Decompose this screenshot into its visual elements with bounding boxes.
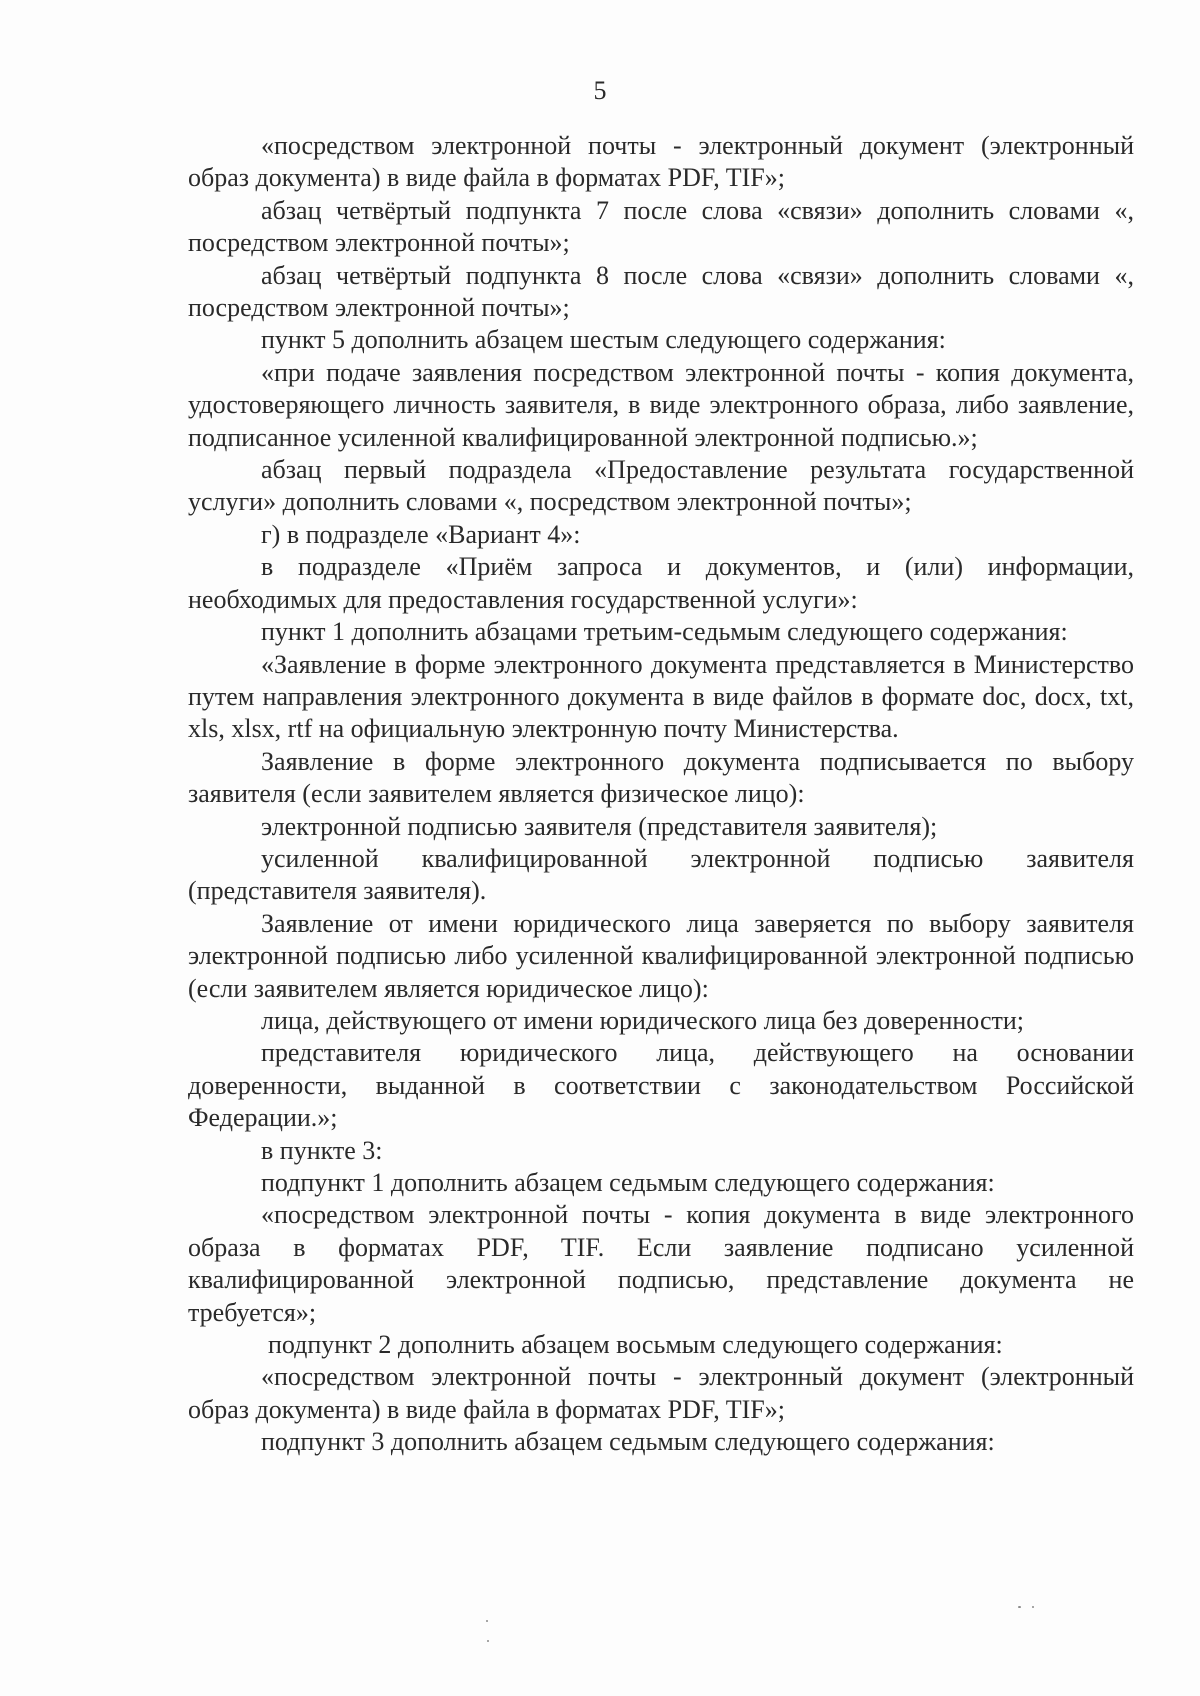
paragraph: «посредством электронной почты - копия документа в виде электронного образа в форматах PDF, TIF. Если заявление подписано усиленной квалифицированной электронной подписью, представление документа не требуется»;	[188, 1200, 1134, 1327]
paragraph: абзац первый подраздела «Предоставление результата государственной услуги» дополнить словами «, посредством электронной почты»;	[188, 455, 1134, 517]
paragraph: «Заявление в форме электронного документа представляется в Министерство путем направления электронного документа в виде файлов в формате doc, docx, txt, xls, xlsx, rtf на официальную электронную почту Министерства.	[188, 649, 1134, 744]
paragraph: пункт 5 дополнить абзацем шестым следующего содержания:	[261, 325, 946, 355]
paragraph: абзац четвёртый подпункта 7 после слова «связи» дополнить словами «, посредством электронной почты»;	[188, 195, 1134, 258]
paragraph: подпункт 2 дополнить абзацем восьмым следующего содержания:	[268, 1330, 1003, 1360]
paragraph: «при подаче заявления посредством электронной почты - копия документа, удостоверяющего личность заявителя, в виде электронного образа, либо заявление, подписанное усиленной квалифицированной электронной подписью.»;	[188, 357, 1134, 452]
scan-speck	[487, 1640, 489, 1642]
scan-speck	[486, 1620, 488, 1622]
paragraph: «посредством электронной почты - электронный документ (электронный образ документа) в виде файла в форматах PDF, TIF»;	[188, 1362, 1134, 1424]
paragraph: абзац четвёртый подпункта 8 после слова «связи» дополнить словами «, посредством электронной почты»;	[188, 260, 1134, 323]
paragraph: Заявление в форме электронного документа подписывается по выбору заявителя (если заявителем является физическое лицо):	[188, 746, 1134, 809]
page-number: 5	[593, 76, 607, 105]
paragraph: в подразделе «Приём запроса и документов, и (или) информации, необходимых для предоставления государственной услуги»:	[188, 552, 1134, 614]
paragraph: подпункт 3 дополнить абзацем седьмым следующего содержания:	[261, 1427, 995, 1457]
paragraph: Заявление от имени юридического лица заверяется по выбору заявителя электронной подписью либо усиленной квалифицированной электронной подписью (если заявителем является юридическое лицо):	[188, 908, 1134, 1003]
paragraph: «посредством электронной почты - электронный документ (электронный образ документа) в виде файла в форматах PDF, TIF»;	[188, 131, 1134, 193]
paragraph: лица, действующего от имени юридического лица без доверенности;	[261, 1005, 1024, 1035]
paragraph: г) в подразделе «Вариант 4»:	[261, 519, 581, 549]
scan-speck	[1018, 1606, 1021, 1608]
paragraph: усиленной квалифицированной электронной подписью заявителя (представителя заявителя).	[188, 843, 1134, 906]
paragraph: пункт 1 дополнить абзацами третьим-седьмым следующего содержания:	[261, 617, 1068, 647]
document-body	[188, 130, 1134, 1459]
paragraph: представителя юридического лица, действующего на основании доверенности, выданной в соответствии с законодательством Российской Федерации.»;	[188, 1038, 1134, 1133]
paragraph: в пункте 3:	[261, 1135, 383, 1165]
scan-speck	[1032, 1606, 1034, 1608]
paragraph: электронной подписью заявителя (представителя заявителя);	[261, 811, 938, 841]
paragraph: подпункт 1 дополнить абзацем седьмым следующего содержания:	[261, 1168, 995, 1197]
